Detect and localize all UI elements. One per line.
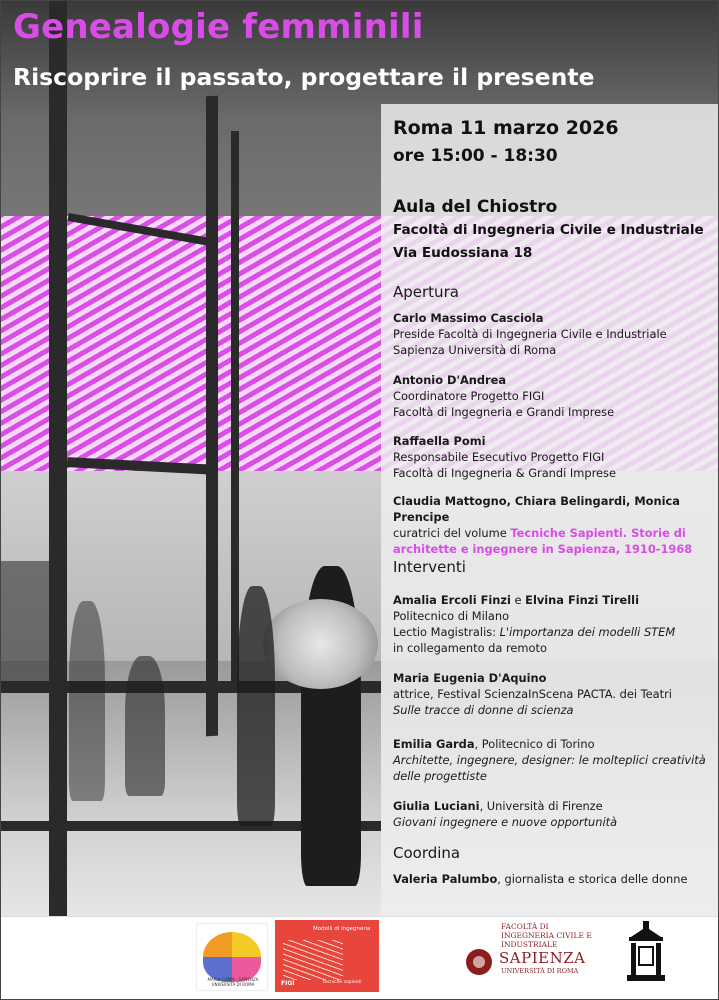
talk-title: Architette, ingegnere, designer: le molteplici creatività delle progettiste bbox=[393, 753, 706, 783]
speaker-name: Emilia Garda bbox=[393, 737, 475, 751]
speaker-name: Carlo Massimo Casciola bbox=[393, 311, 544, 325]
speaker-affiliation: Politecnico di Milano bbox=[393, 609, 510, 623]
speaker-block bbox=[393, 736, 715, 784]
curators-block bbox=[393, 493, 711, 557]
door-frame-mid bbox=[206, 96, 218, 737]
mariacomm-logo bbox=[196, 923, 268, 991]
venue-faculty: Facoltà di Ingegneria Civile e Industriale bbox=[393, 222, 704, 238]
lectio-prefix: Lectio Magistralis: bbox=[393, 625, 500, 639]
speaker-role: Preside Facoltà di Ingegneria Civile e Industriale bbox=[393, 327, 667, 341]
book-cover-figi: FIGI bbox=[281, 980, 295, 987]
lectio-title: L'importanza dei modelli STEM bbox=[499, 625, 676, 639]
moderator-block bbox=[393, 871, 715, 887]
poster-subtitle: Riscoprire il passato, progettare il presente bbox=[13, 63, 595, 91]
speaker-name: Amalia Ercoli Finzi bbox=[393, 593, 511, 607]
section-heading-apertura: Apertura bbox=[393, 283, 459, 301]
remote-note: in collegamento da remoto bbox=[393, 641, 547, 655]
man-silhouette bbox=[237, 586, 275, 826]
talk-title: Giovani ingegnere e nuove opportunità bbox=[393, 815, 618, 829]
speaker-block bbox=[393, 798, 715, 830]
moderator-role: , giornalista e storica delle donne bbox=[497, 872, 688, 886]
sapienza-subtitle: UNIVERSITÀ DI ROMA bbox=[501, 967, 579, 975]
curators-description bbox=[393, 525, 711, 557]
poster-title: Genealogie femminili bbox=[13, 7, 424, 47]
speaker-block bbox=[393, 670, 715, 718]
curators-names: Claudia Mattogno, Chiara Belingardi, Monica Prencipe bbox=[393, 494, 680, 524]
book-cover-illustration bbox=[283, 940, 343, 980]
speaker-role: Responsabile Esecutivo Progetto FIGI bbox=[393, 450, 605, 464]
talk-title: Sulle tracce di donne di scienza bbox=[393, 703, 574, 717]
speaker-affiliation: Sapienza Università di Roma bbox=[393, 343, 557, 357]
event-date: Roma 11 marzo 2026 bbox=[393, 117, 619, 139]
book-cover-logo bbox=[275, 920, 379, 992]
colorful-profile-icon bbox=[203, 932, 261, 982]
section-heading-interventi: Interventi bbox=[393, 558, 466, 576]
building-emblem-icon bbox=[625, 921, 667, 985]
sapienza-seal-icon bbox=[466, 949, 492, 975]
book-cover-subtitle: tecniche sapienti bbox=[323, 980, 362, 985]
speaker-block bbox=[393, 433, 715, 481]
mariacomm-caption: MARIA COMM - SAPIENZA UNIVERSITÀ DI ROMA bbox=[207, 977, 259, 987]
event-time: ore 15:00 - 18:30 bbox=[393, 146, 558, 166]
sapienza-wordmark: SAPIENZA bbox=[499, 949, 586, 967]
distant-figure-2 bbox=[69, 601, 105, 801]
speaker-line bbox=[393, 798, 715, 814]
fur-collar bbox=[263, 599, 378, 689]
section-heading-coordina: Coordina bbox=[393, 844, 461, 862]
speaker-block bbox=[393, 310, 715, 358]
speaker-names-line bbox=[393, 592, 715, 608]
door-frame-left bbox=[49, 1, 67, 916]
window-mullion bbox=[231, 131, 239, 691]
faculty-logo-text: FACOLTÀ DI INGEGNERIA CIVILE E INDUSTRIALE bbox=[501, 922, 592, 949]
speaker-affiliation: Facoltà di Ingegneria e Grandi Imprese bbox=[393, 405, 615, 419]
book-title: Tecniche Sapienti. Storie di architette e ingegnere in Sapienza, 1910-1968 bbox=[393, 526, 693, 556]
speaker-name: Giulia Luciani bbox=[393, 799, 480, 813]
speaker-block bbox=[393, 592, 715, 656]
speaker-affiliation: Facoltà di Ingegneria & Grandi Imprese bbox=[393, 466, 616, 480]
speaker-line bbox=[393, 736, 715, 752]
speaker-affiliation: , Università di Firenze bbox=[479, 799, 603, 813]
moderator-name: Valeria Palumbo bbox=[393, 872, 498, 886]
window-pane bbox=[1, 561, 49, 681]
conjunction: e bbox=[510, 593, 526, 607]
curators-prefix: curatrici del volume bbox=[393, 526, 511, 540]
speaker-name: Maria Eugenia D'Aquino bbox=[393, 671, 547, 685]
speaker-name: Raffaella Pomi bbox=[393, 434, 486, 448]
speaker-block bbox=[393, 372, 715, 420]
speaker-role: Coordinatore Progetto FIGI bbox=[393, 389, 545, 403]
venue-room: Aula del Chiostro bbox=[393, 197, 558, 217]
lectio-line bbox=[393, 624, 715, 640]
book-cover-title: Modelli di ingegneria bbox=[313, 926, 371, 932]
venue-address: Via Eudossiana 18 bbox=[393, 245, 533, 261]
speaker-affiliation: , Politecnico di Torino bbox=[474, 737, 595, 751]
speaker-name: Antonio D'Andrea bbox=[393, 373, 507, 387]
distant-figure bbox=[125, 656, 165, 796]
speaker-role: attrice, Festival ScienzaInScena PACTA. dei Teatri bbox=[393, 687, 672, 701]
speaker-name: Elvina Finzi Tirelli bbox=[525, 593, 639, 607]
